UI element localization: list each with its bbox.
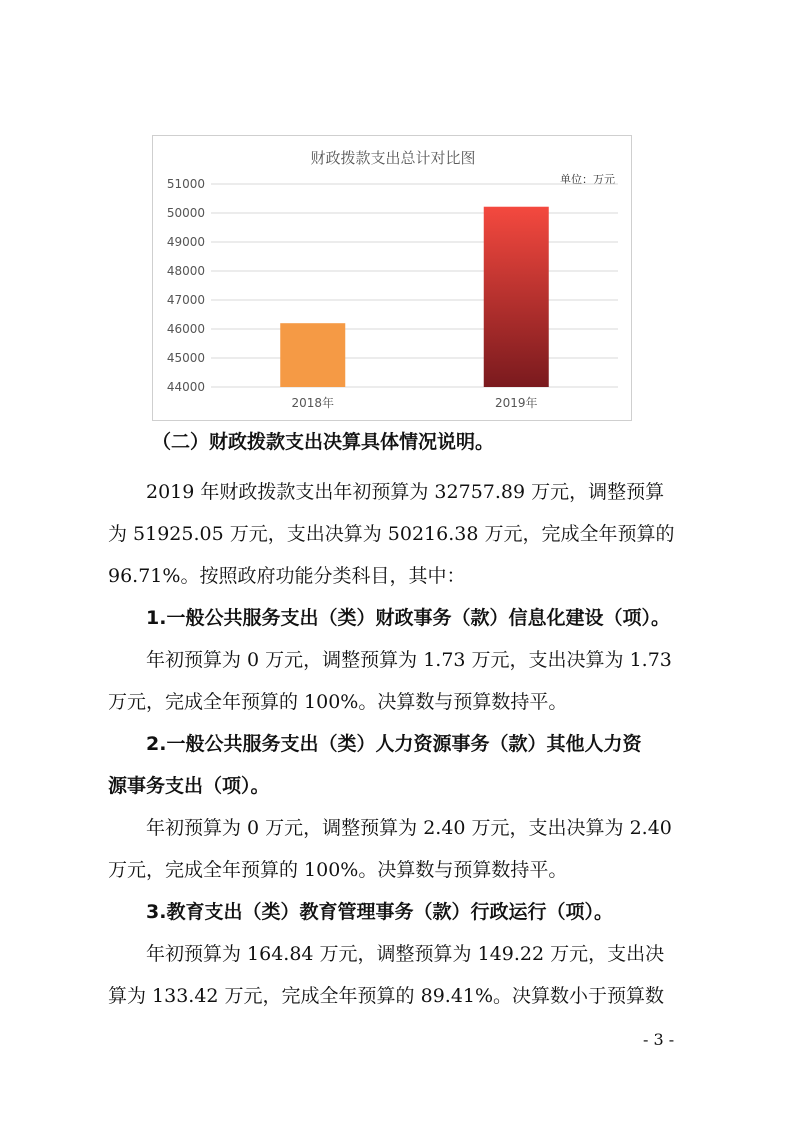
item-2-title-line-1: 2.一般公共服务支出（类）人力资源事务（款）其他人力资 [146, 733, 642, 755]
y-tick-label: 49000 [166, 235, 205, 249]
item-1-body-line-2: 万元，完成全年预算的 100%。决算数与预算数持平。 [108, 691, 568, 713]
y-tick-label: 51000 [166, 177, 205, 191]
x-tick-label: 2018年 [291, 396, 335, 410]
y-tick-label: 46000 [166, 322, 205, 336]
intro-line-2: 为 51925.05 万元，支出决算为 50216.38 万元，完成全年预算的 [108, 523, 675, 545]
item-3-title: 3.教育支出（类）教育管理事务（款）行政运行（项）。 [146, 901, 613, 923]
chart-title: 财政拨款支出总计对比图 [310, 149, 476, 167]
chart-svg [153, 136, 633, 422]
x-tick-label: 2019年 [494, 396, 538, 410]
section-heading: （二）财政拨款支出决算具体情况说明。 [152, 431, 495, 453]
intro-line-3: 96.71%。按照政府功能分类科目，其中： [108, 565, 466, 587]
y-tick-label: 45000 [166, 351, 205, 365]
y-tick-label: 47000 [166, 293, 205, 307]
item-1-title: 1.一般公共服务支出（类）财政事务（款）信息化建设（项）。 [146, 607, 670, 629]
item-3-body-line-2: 算为 133.42 万元，完成全年预算的 89.41%。决算数小于预算数 [108, 985, 665, 1007]
chart-unit-label: 单位：万元 [560, 173, 615, 186]
y-tick-label: 48000 [166, 264, 205, 278]
item-2-body-line-2: 万元，完成全年预算的 100%。决算数与预算数持平。 [108, 859, 568, 881]
bar-2019年 [484, 207, 549, 387]
y-tick-label: 50000 [166, 206, 205, 220]
y-tick-label: 44000 [166, 380, 205, 394]
page-number: - 3 - [643, 1030, 675, 1049]
item-1-body-line-1: 年初预算为 0 万元，调整预算为 1.73 万元，支出决算为 1.73 [146, 649, 672, 671]
bar-chart [152, 135, 632, 421]
intro-line-1: 2019 年财政拨款支出年初预算为 32757.89 万元，调整预算 [146, 481, 665, 503]
item-2-title-line-2: 源事务支出（项）。 [108, 775, 270, 797]
bar-2018年 [280, 323, 345, 387]
item-3-body-line-1: 年初预算为 164.84 万元，调整预算为 149.22 万元，支出决 [146, 943, 665, 965]
item-2-body-line-1: 年初预算为 0 万元，调整预算为 2.40 万元，支出决算为 2.40 [146, 817, 672, 839]
